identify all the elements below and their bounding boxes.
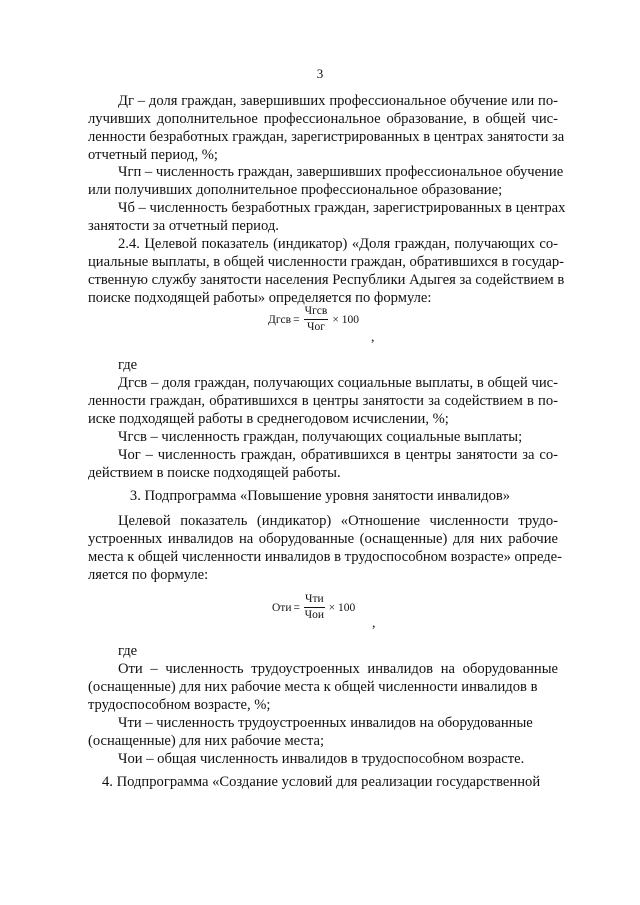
formula-lhs: Дгсв — [268, 313, 292, 326]
text-line: иске подходящей работы в среднегодовом исчислении, %; — [88, 411, 449, 427]
text-line: Дгсв – доля граждан, получающих социальные выплаты, в общей чис- — [118, 375, 558, 391]
formula-equals: = — [293, 601, 300, 614]
text-line: ленности граждан, обратившихся в центры занятости за содействием в по- — [88, 393, 558, 409]
text-line: трудоспособном возрасте, %; — [88, 697, 271, 713]
text-line: ленности безработных граждан, зарегистрированных в центрах занятости за — [88, 129, 565, 145]
text-line: Целевой показатель (индикатор) «Отношение численности трудо- — [118, 513, 558, 529]
text-line: ственную службу занятости населения Республики Адыгея за содействием в — [88, 272, 565, 288]
formula-fraction — [304, 305, 329, 334]
text-line: Оти – численность трудоустроенных инвалидов на оборудованные — [118, 661, 558, 677]
text-line: где — [118, 357, 138, 373]
formula-fraction — [304, 593, 325, 622]
text-line: Чог – численность граждан, обратившихся в центры занятости за со- — [118, 447, 558, 463]
text-line: Чгп – численность граждан, завершивших профессиональное обучение — [118, 164, 564, 180]
formula-equals: = — [293, 313, 300, 326]
formula-lhs: Оти — [272, 601, 292, 614]
section-heading: 3. Подпрограмма «Повышение уровня занятости инвалидов» — [129, 488, 511, 504]
section-heading: 4. Подпрограмма «Создание условий для реализации государственной — [102, 774, 541, 790]
formula-numerator: Чгсв — [304, 305, 329, 320]
text-line: (оснащенные) для них рабочие места к общей численности инвалидов в — [88, 679, 538, 695]
formula-multiplier: × 100 — [328, 601, 356, 614]
formula-dgsv — [268, 305, 359, 334]
formula-comma: , — [372, 616, 376, 631]
text-line: Чои – общая численность инвалидов в трудоспособном возрасте. — [118, 751, 525, 767]
text-line: 2.4. Целевой показатель (индикатор) «Доля граждан, получающих со- — [118, 236, 558, 252]
text-line: или получивших дополнительное профессиональное образование; — [88, 182, 503, 198]
page-number: 3 — [316, 66, 324, 81]
formula-numerator: Чти — [304, 593, 325, 608]
formula-denominator: Чои — [304, 609, 325, 621]
text-line: отчетный период, %; — [88, 147, 218, 163]
text-line: Чгсв – численность граждан, получающих социальные выплаты; — [118, 429, 523, 445]
text-line: места к общей численности инвалидов в трудоспособном возрасте» опреде- — [88, 549, 563, 565]
text-line: устроенных инвалидов на оборудованные (оснащенные) для них рабочие — [88, 531, 558, 547]
formula-denominator: Чог — [307, 321, 325, 333]
formula-multiplier: × 100 — [332, 313, 359, 326]
text-line: циальные выплаты, в общей численности граждан, обратившихся в государ- — [88, 254, 565, 270]
text-line: действием в поиске подходящей работы. — [88, 465, 341, 481]
formula-comma: , — [371, 330, 375, 345]
text-line: Дг – доля граждан, завершивших профессиональное обучение или по- — [118, 93, 558, 109]
text-line: занятости за отчетный период. — [88, 218, 279, 234]
text-line: Чб – численность безработных граждан, зарегистрированных в центрах — [118, 200, 566, 216]
text-line: Чти – численность трудоустроенных инвалидов на оборудованные — [118, 715, 533, 731]
text-line: (оснащенные) для них рабочие места; — [88, 733, 325, 749]
text-line: где — [118, 643, 138, 659]
text-line: поиске подходящей работы» определяется по формуле: — [88, 290, 432, 306]
text-line: ляется по формуле: — [88, 567, 209, 583]
text-line: лучивших дополнительное профессиональное образование, в общей чис- — [88, 111, 558, 127]
formula-oti — [272, 593, 355, 622]
